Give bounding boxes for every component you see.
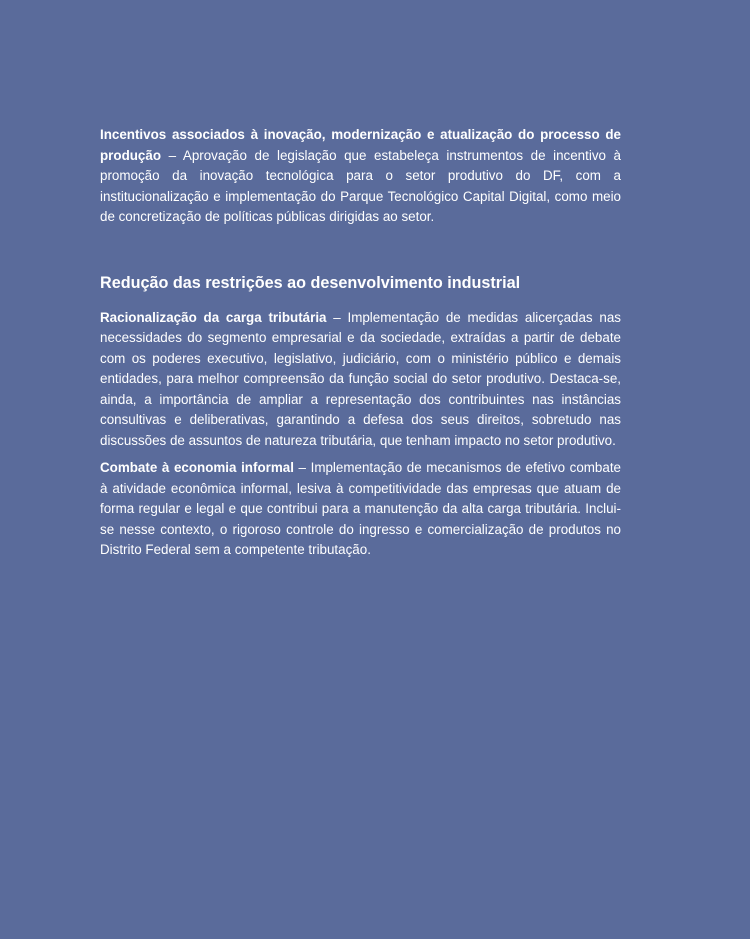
paragraph-tax-rationalization-text: – Implementação de medidas alicerçadas nas necessidades do segmento empresarial e da sociedade, extraídas a partir de debate com os poderes executivo, legislativo, judiciário, com o ministério público e demais entidades, para melhor compreensão da função social do setor produtivo. Destaca-se, ainda, a importância de ampliar a representação dos contribuintes nas instâncias consultivas e deliberativas, garantindo a defesa dos seus direitos, sobretudo nas discussões de assuntos de natureza tributária, que tenham impacto no setor produtivo. xyxy=(100,309,621,448)
paragraph-informal-economy-lead: Combate à economia informal xyxy=(100,460,294,475)
paragraph-tax-rationalization-lead: Racionalização da carga tributária xyxy=(100,309,327,325)
intro-paragraph-text: – Aprovação de legislação que estabeleça instrumentos de incentivo à promoção da inovação tecnológica para o setor produtivo do DF, com a institucionalização e implementação do Parque Tecnológico Capital Digital, como meio de concretização de políticas públicas dirigidas ao setor. xyxy=(100,147,621,224)
section-heading: Redução das restrições ao desenvolvimento industrial xyxy=(100,273,521,292)
paragraph-tax-rationalization xyxy=(100,308,621,452)
paragraph-informal-economy xyxy=(100,458,621,561)
intro-paragraph xyxy=(100,125,621,228)
paragraph-informal-economy-text: – Implementação de mecanismos de efetivo combate à atividade econômica informal, lesiva à competitividade das empresas que atuam de forma regular e legal e que contribui para a manutenção da alta carga tributária. Inclui-se nesse contexto, o rigoroso controle do ingresso e comercialização de produtos no Distrito Federal sem a competente tributação. xyxy=(100,460,621,557)
document-body xyxy=(100,125,621,561)
intro-paragraph-lead: Incentivos associados à inovação, modernização e atualização do processo de produção xyxy=(100,127,621,163)
